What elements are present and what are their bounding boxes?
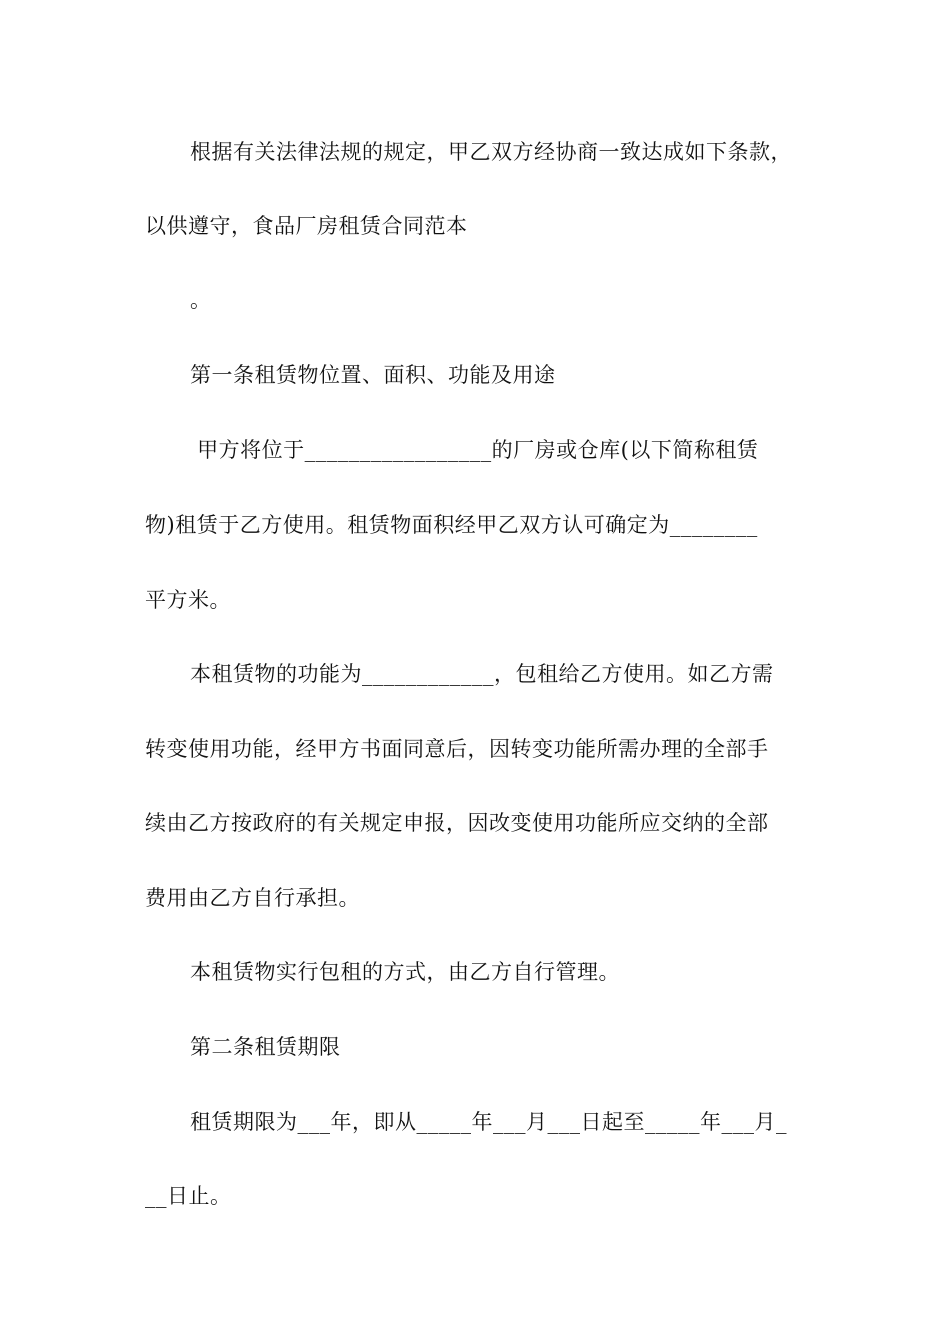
article-1-para-2-line-4: 费用由乙方自行承担。 bbox=[145, 886, 360, 910]
article-1-para-2-line-3: 续由乙方按政府的有关规定申报，因改变使用功能所应交纳的全部 bbox=[145, 811, 769, 835]
article-1-para-2-line-2: 转变使用功能，经甲方书面同意后，因转变功能所需办理的全部手 bbox=[145, 737, 769, 761]
article-1-para-2-line-1: 本租赁物的功能为____________，包租给乙方使用。如乙方需 bbox=[190, 662, 774, 686]
article-1-para-1-line-3: 平方米。 bbox=[145, 588, 231, 612]
article-1-para-1-line-2: 物)租赁于乙方使用。租赁物面积经甲乙双方认可确定为________ bbox=[145, 513, 758, 537]
paragraph-intro-line-2: 以供遵守，食品厂房租赁合同范本 bbox=[145, 214, 468, 238]
article-2-para-1-line-2: __日止。 bbox=[145, 1184, 232, 1208]
article-2-para-1-line-1: 租赁期限为___年，即从_____年___月___日起至_____年___月_ bbox=[190, 1110, 787, 1134]
article-1-para-1-line-1: 甲方将位于_________________的厂房或仓库(以下简称租赁 bbox=[190, 438, 759, 462]
article-1-heading: 第一条租赁物位置、面积、功能及用途 bbox=[190, 363, 556, 387]
paragraph-intro-line-3: 。 bbox=[190, 288, 212, 312]
article-2-heading: 第二条租赁期限 bbox=[190, 1035, 341, 1059]
paragraph-intro-line-1: 根据有关法律法规的规定，甲乙双方经协商一致达成如下条款， bbox=[190, 140, 792, 164]
article-1-para-3: 本租赁物实行包租的方式，由乙方自行管理。 bbox=[190, 960, 620, 984]
